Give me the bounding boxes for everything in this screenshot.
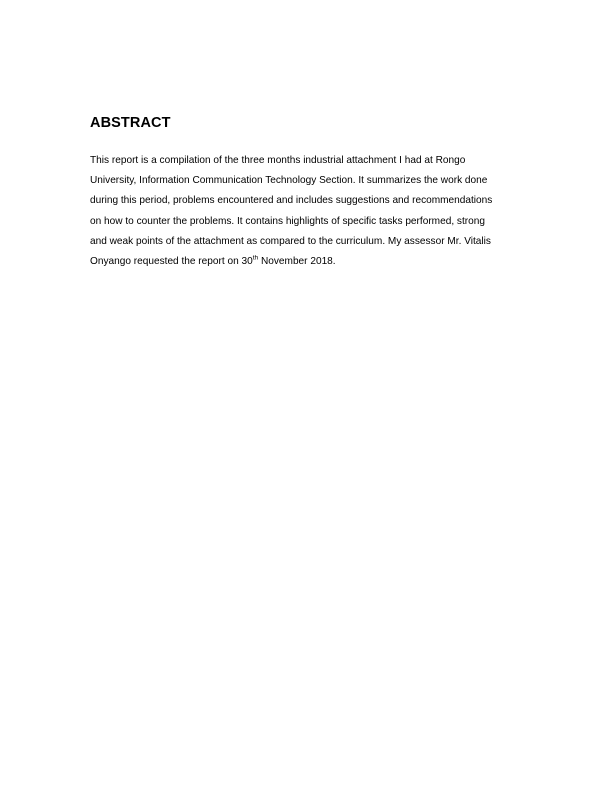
abstract-line-5: and weak points of the attachment as compared to the curriculum. My assessor Mr. Vitalis	[90, 235, 491, 247]
abstract-line-3: during this period, problems encountered and includes suggestions and recommendations	[90, 195, 493, 207]
abstract-line-2: University, Information Communication Technology Section. It summarizes the work done	[90, 175, 488, 187]
abstract-paragraph	[90, 151, 540, 272]
abstract-line-6	[90, 252, 540, 272]
ordinal-superscript: th	[252, 254, 259, 262]
abstract-heading: ABSTRACT	[90, 115, 171, 131]
abstract-line-1: This report is a compilation of the three months industrial attachment I had at Rongo	[90, 155, 466, 166]
abstract-line-6-text: Onyango requested the report on 30	[90, 256, 253, 268]
abstract-line-4: on how to counter the problems. It contains highlights of specific tasks performed, strong	[90, 215, 485, 227]
abstract-line-6-date: November 2018.	[258, 256, 336, 268]
